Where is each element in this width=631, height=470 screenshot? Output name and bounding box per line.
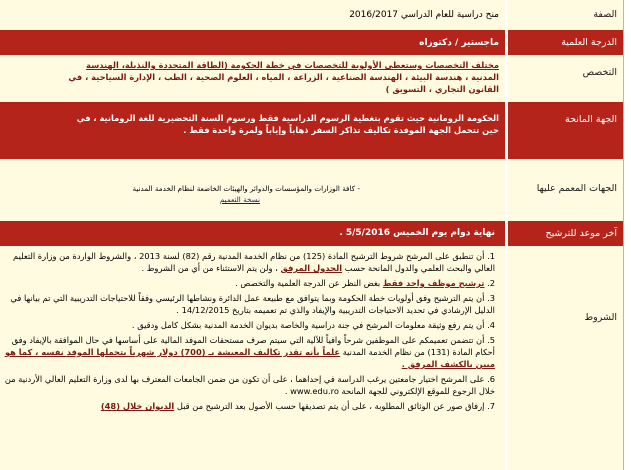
specialization-line-2: المدنية ، هندسة البيئة ، الهندسة الصناعية ، الزراعة ، المياه ، العلوم الصحية ، الطب ، الإدارة السياحية ، في: [68, 72, 499, 82]
circular-copy-link[interactable]: نسخة التعميم: [219, 195, 260, 204]
specialization-value: [0, 55, 505, 102]
circulated-value: [0, 159, 505, 221]
deadline-label: آخر موعد للترشيح: [508, 221, 623, 246]
row-specialization: [0, 55, 623, 103]
conditions-label: الشروط: [508, 246, 623, 470]
condition-item: 3. أن يتم الترشيح وفق أولويات خطة الحكومة وبما يتوافق مع طبيعة عمل الدائرة ونشاطها الرئيسي وفقاً للاحتياجات التدريبية التي تم بيانها في الدليل الإرشادي في تحديد الاحتياجات التدريبية والإيفاد والذي تم تعميمه بتاريخ 14/12/2015 .: [10, 293, 495, 315]
condition-item: 4. أن يتم رفع وثيقة معلومات المرشح في جنة دراسية والخاصة بديوان الخدمة المدنية بشكل كامل ودقيق .: [131, 320, 495, 330]
type-label: الصفة: [508, 0, 623, 30]
degree-label: الدرجة العلمية: [508, 30, 623, 55]
grantor-label: الجهة المانحة: [508, 102, 623, 159]
one-employee-note: ترشيح موظف واحد فقط: [382, 278, 485, 288]
living-costs-link[interactable]: علماً بأنه تقدر تكاليف المعيشة بـ (700) دولار شهرياً يتحملها الموفد نفسه ، كما هو مبين بالكشف المرفق .: [4, 347, 495, 369]
row-grantor: [0, 102, 623, 160]
grantor-line-2: حين تتحمل الجهة الموفدة تكاليف تذاكر السفر ذهاباً وإياباً ولمرة واحدة فقط .: [183, 125, 499, 135]
row-type: [0, 0, 623, 31]
circulated-text: - كافة الوزارات والمؤسسات والدوائر والهيئات الخاضعة لنظام الخدمة المدنية: [132, 184, 360, 193]
row-deadline: [0, 221, 623, 247]
circulated-label: الجهات المعمم عليها: [508, 159, 623, 221]
row-degree: [0, 30, 623, 56]
condition-item: 5. أن تتضمن تعميمكم على الموظفين شرحاً وافياً للآلية التي سيتم صرف مستحقات الموفد المالية على أساسها في حال الموافقة بالإيفاد وفق أحكام المادة (131) من نظام الخدمة المدنية علماً بأنه تقدر تكاليف المعيشة بـ (700) دولار شهرياً يتحملها الموفد نفسه ، كما هو مبين بالكشف المرفق .: [4, 335, 495, 369]
deadline-value: نهاية دوام يوم الخميس 5/5/2016 .: [0, 221, 505, 246]
type-value: منح دراسية للعام الدراسي 2016/2017: [0, 0, 505, 30]
row-circulated: [0, 159, 623, 222]
row-conditions: [0, 246, 623, 470]
specialization-label: التخصص: [508, 55, 623, 102]
attached-table-link[interactable]: الجدول المرفق: [280, 263, 343, 273]
condition-item: 1. أن تنطبق على المرشح شروط الترشيح المادة (125) من نظام الخدمة المدنية رقم (82) لسنة 2013 ، والشروط الواردة من وزارة التعليم العالي والبحث العلمي والدول المانحة حسب الجدول المرفق ، ولن يتم الاستثناء من أي من الشروط .: [13, 251, 495, 273]
condition-item: 6. على المرشح اختيار جامعتين يرغب الدراسة في إحداهما ، على أن تكون من ضمن الجامعات المعترف بها لدى وزارة التعليم العالي الأردنية من خلال الرجوع للموقع الإلكتروني للجهة المانحة www.edu.ro .: [4, 374, 495, 396]
conditions-value: [0, 246, 505, 470]
grantor-line-1: الحكومة الرومانية حيث تقوم بتغطية الرسوم الدراسية فقط ورسوم السنة التحضيرية للغة الرومانية ، في: [76, 113, 499, 123]
grantor-value: [0, 102, 505, 159]
condition-item: 7. إرفاق صور عن الوثائق المطلوبة ، على أن يتم تصديقها حسب الأصول بعد الترشيح من قبل الديوان خلال (48): [100, 401, 495, 411]
condition-item: 2. ترشيح موظف واحد فقط بغض النظر عن الدرجة العلمية والتخصص .: [235, 278, 495, 288]
degree-value: ماجستير / دكتوراه: [0, 30, 505, 55]
specialization-line-3: القانون التجاري ، التسويق ): [385, 84, 499, 94]
bureau-link[interactable]: الديوان خلال (48): [100, 401, 175, 411]
specialization-line-1: مختلف التخصصات وستعطى الأولوية للتخصصات في خطة الحكومة (الطاقة المتجددة والنذيلة، الهندسة: [86, 60, 499, 70]
